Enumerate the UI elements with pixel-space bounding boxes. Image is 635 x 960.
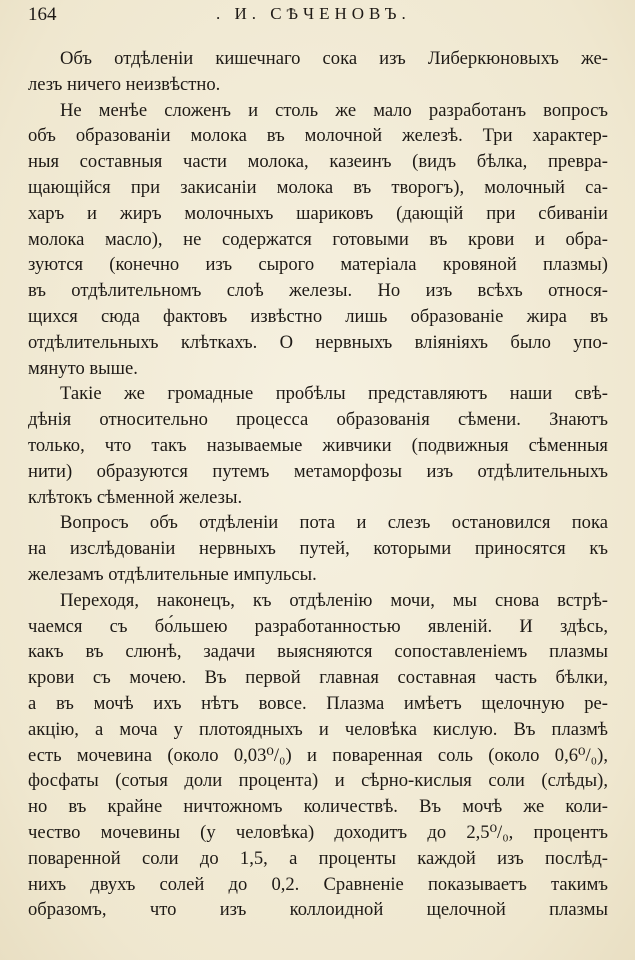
text-line: лезъ ничего неизвѣстно. [28,73,221,95]
text-line: ныя составныя части молока, казеинъ (видъ бѣлка, превра- [28,151,608,173]
text-line: харъ и жиръ молочныхъ шариковъ (дающій при сбиваніи [28,202,608,224]
text-line: Переходя, наконецъ, къ отдѣленію мочи, мы снова встрѣ- [60,589,608,611]
paragraph [28,98,608,382]
text-line: отдѣлительныхъ клѣткахъ. О нервныхъ вліяніяхъ было упо- [28,331,608,353]
text-line: железамъ отдѣлительные импульсы. [28,563,317,585]
text-line: акцію, а моча у плотоядныхъ и человѣка кислую. Въ плазмѣ [28,718,608,740]
paragraph [28,588,608,923]
paragraph [28,381,608,510]
text-line: есть мочевина (около 0,03⁰/₀) и поваренная соль (около 0,6⁰/₀), [28,744,608,766]
text-line: зуются (конечно изъ сырого матеріала кровяной плазмы) [28,254,608,276]
text-line: Вопросъ объ отдѣленіи пота и слезъ остановился пока [60,512,608,534]
text-line: чество мочевины (у человѣка) доходитъ до 2,5⁰/₀, процентъ [28,821,608,843]
text-line: Не менѣе сложенъ и столь же мало разработанъ вопросъ [60,99,608,121]
text-line: только, что такъ называемые живчики (подвижныя сѣменныя [28,434,608,456]
text-line: поваренной соли до 1,5, а проценты каждой изъ послѣд- [28,847,608,869]
paragraph [28,46,608,98]
text-line: въ отдѣлительномъ слоѣ железы. Но изъ всѣхъ относя- [28,280,608,302]
text-line: Объ отдѣленіи кишечнаго сока изъ Либеркюновыхъ же- [60,48,608,69]
page-header [28,4,615,28]
text-line: мянуто выше. [28,357,138,379]
text-line: молока масло), не содержатся готовыми въ крови и обра- [28,228,608,250]
text-line: фосфаты (сотыя доли процента) и сѣрно-кислыя соли (слѣды), [28,770,608,792]
text-line: дѣнія относительно процесса образованія сѣмени. Знаютъ [28,409,608,431]
text-line: чаемся съ бо́льшею разработанностью явленій. И здѣсь, [28,615,608,637]
text-line: на изслѣдованіи нервныхъ путей, которыми приносятся къ [28,538,608,560]
text-line: крови съ мочею. Въ первой главная составная часть бѣлки, [28,667,608,689]
text-line: но въ крайне ничтожномъ количествѣ. Въ мочѣ же коли- [28,796,608,818]
body-text [28,46,608,923]
text-line: какъ въ слюнѣ, задачи выясняются сопоставленіемъ плазмы [28,641,608,663]
text-line: щающійся при закисаніи молока въ творогъ), молочный са- [28,176,608,198]
text-line: щихся сюда фактовъ извѣстно лишь образованіе жира въ [28,305,608,327]
paragraph [28,510,608,587]
text-line: клѣтокъ сѣменной железы. [28,486,243,508]
text-line: объ образованіи молока въ молочной железѣ. Три характер- [28,125,608,147]
text-line: нити) образуются путемъ метаморфозы изъ отдѣлительныхъ [28,460,608,482]
text-line: а въ мочѣ ихъ нѣтъ вовсе. Плазма имѣетъ щелочную ре- [28,692,608,714]
running-head: . И. СѢЧЕНОВЪ. [216,4,411,23]
page-number: 164 [28,4,57,25]
text-line: образомъ, что изъ коллоидной щелочной плазмы [28,899,608,921]
text-line: Такіе же громадные пробѣлы представляютъ наши свѣ- [60,383,608,405]
text-line: нихъ двухъ солей до 0,2. Сравненіе показываетъ такимъ [28,873,608,895]
